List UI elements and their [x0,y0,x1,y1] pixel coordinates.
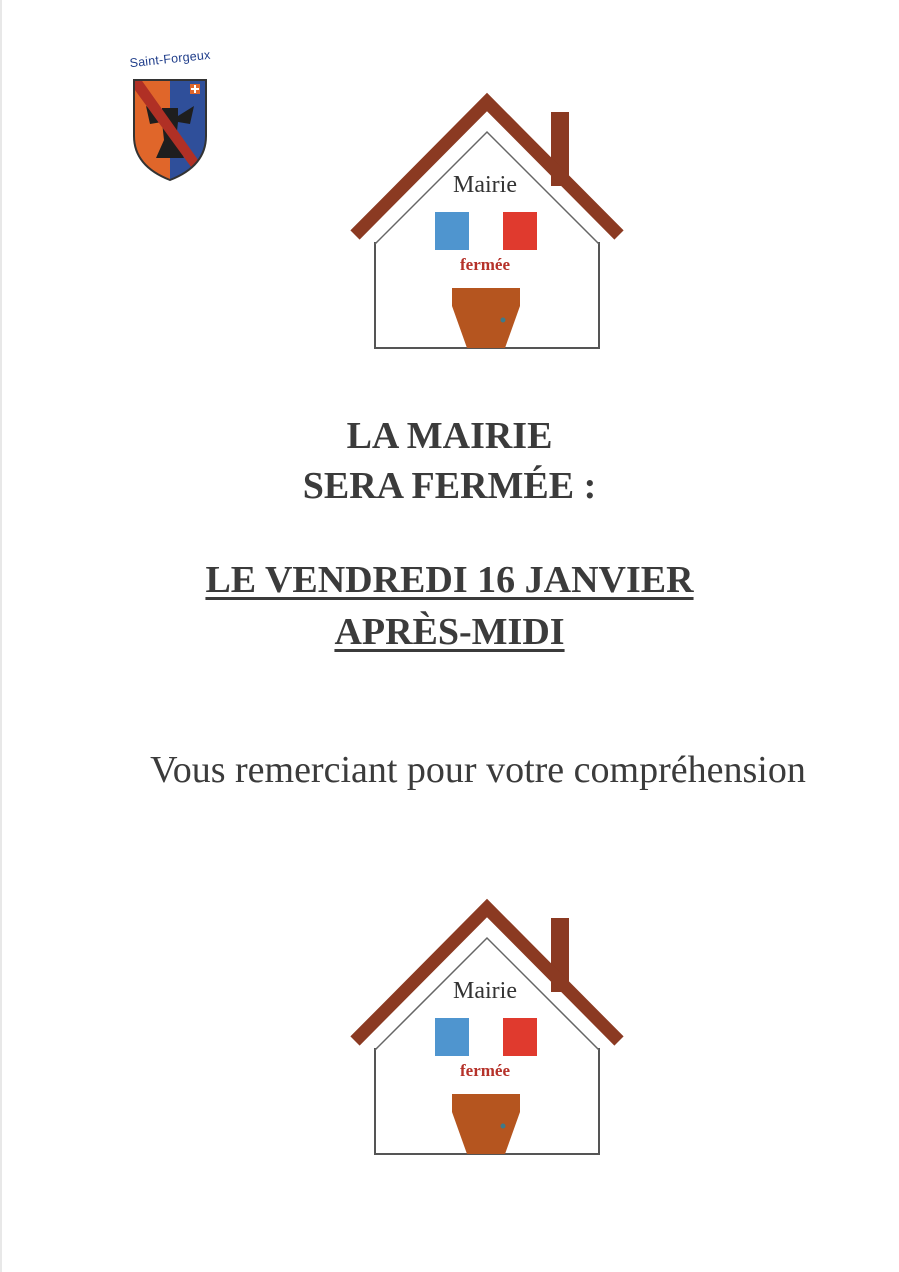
house-icon [345,898,625,1158]
house-title: Mairie [453,172,517,198]
house-status: fermée [459,255,510,274]
closed-house-illustration-bottom [345,898,625,1158]
house-icon [345,92,625,352]
closed-house-illustration-top [345,92,625,352]
house-title: Mairie [453,978,517,1004]
notice-line-2: SERA FERMÉE : [302,465,597,507]
notice-date-line-1: LE VENDREDI 16 JANVIER [205,559,694,601]
coat-of-arms-icon [132,78,208,182]
town-logo [120,48,220,188]
house-status: fermée [459,1061,510,1080]
notice-date-line-2: APRÈS-MIDI [334,611,565,653]
notice-line-1: LA MAIRIE [346,415,553,457]
town-name: Saint-Forgeux [128,47,212,71]
thanks-message: Vous remerciant pour votre compréhension [150,749,806,791]
